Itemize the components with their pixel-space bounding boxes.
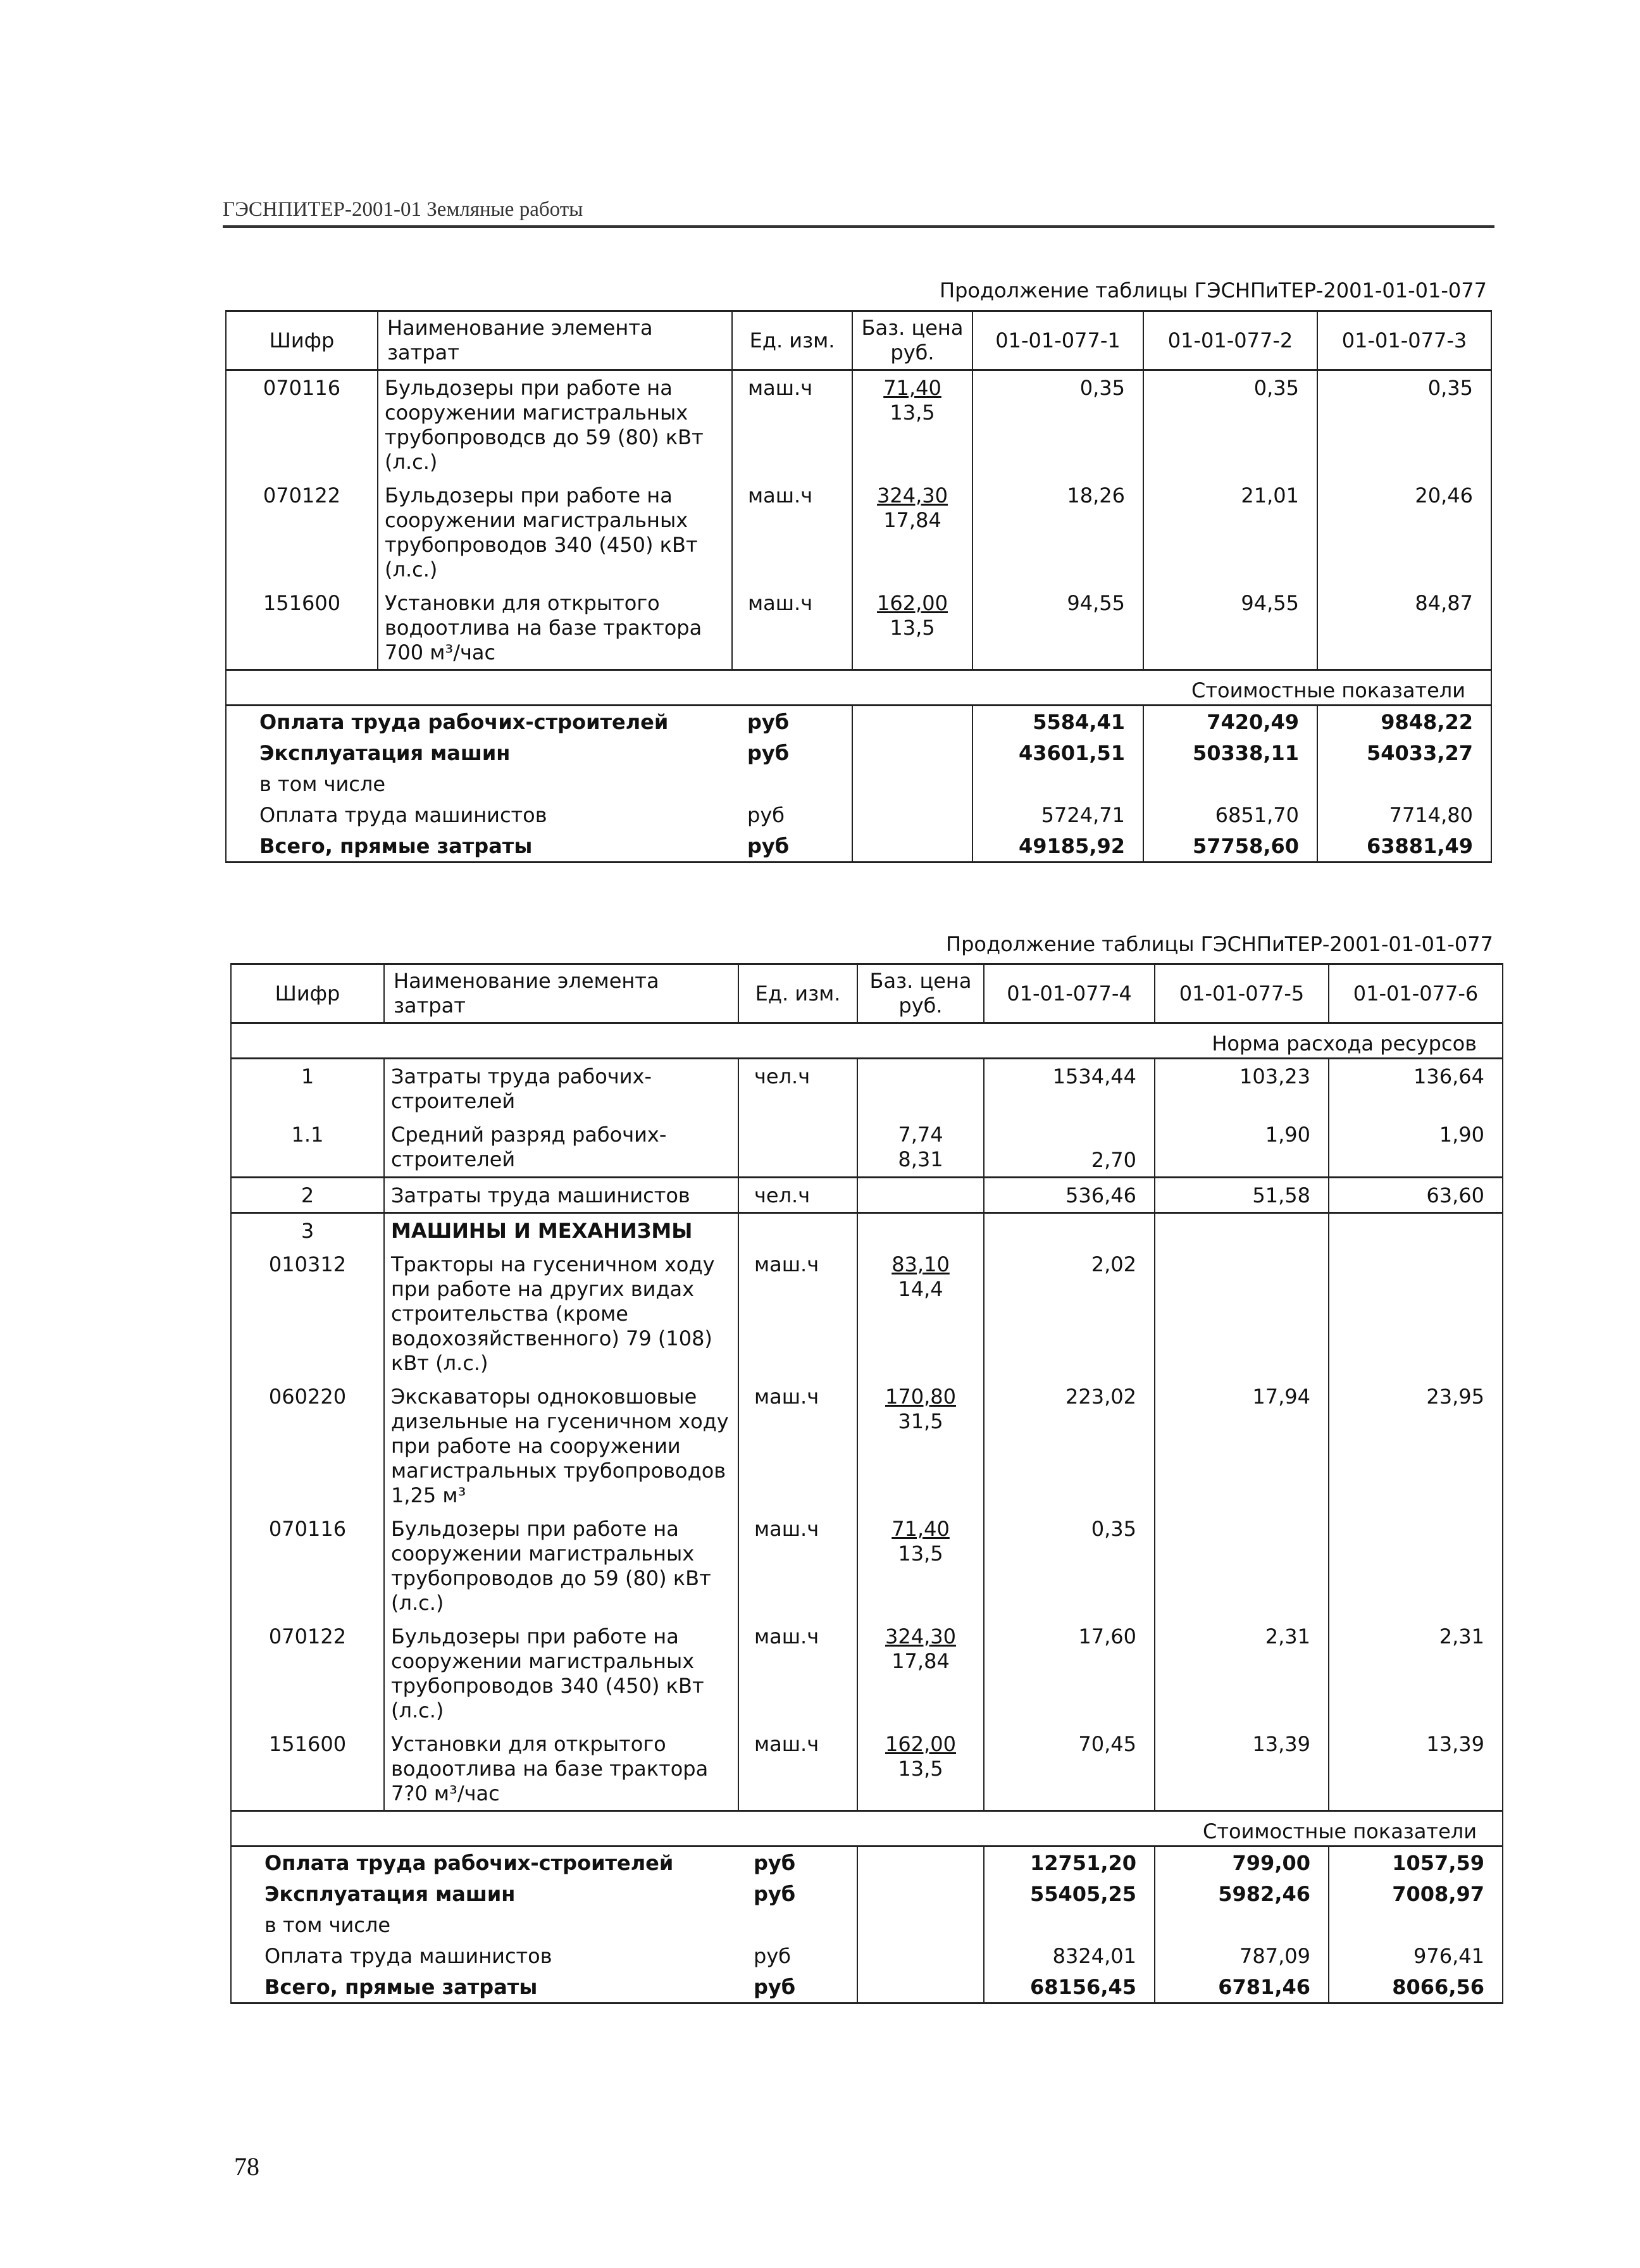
row-name: Установки для открытого водоотлива на базе трактора 700 м³/час bbox=[378, 586, 732, 670]
summary-label: Всего, прямые затраты bbox=[226, 830, 732, 863]
summary-row bbox=[231, 1971, 1503, 2003]
row-value-col3: 84,87 bbox=[1317, 586, 1491, 670]
row-price bbox=[857, 1727, 984, 1811]
summary-value-col1: 5724,71 bbox=[972, 799, 1143, 830]
row-price bbox=[857, 1247, 984, 1380]
summary-value-col2: 787,09 bbox=[1155, 1940, 1329, 1971]
summary-value-col2: 6781,46 bbox=[1155, 1971, 1329, 2003]
summary-price bbox=[852, 799, 972, 830]
section-title: Стоимостные показатели bbox=[231, 1811, 1503, 1847]
row-value-col1: 2,02 bbox=[984, 1247, 1155, 1380]
row-unit: маш.ч bbox=[732, 478, 852, 586]
row-price bbox=[852, 586, 972, 670]
table-row bbox=[231, 1380, 1503, 1512]
summary-value-col2: 799,00 bbox=[1155, 1847, 1329, 1879]
table-row bbox=[231, 1059, 1503, 1118]
row-name: Тракторы на гусеничном ходу при работе на других видах строительства (кроме водохозяйственного) 79 (108) кВт (л.с.) bbox=[384, 1247, 738, 1380]
summary-label: Эксплуатация машин bbox=[231, 1878, 738, 1909]
row-code: 1 bbox=[231, 1059, 384, 1118]
table2-header-row bbox=[231, 964, 1503, 1023]
row-name: Бульдозеры при работе на сооружении магистральных трубопроводов 340 (450) кВт (л.с.) bbox=[384, 1619, 738, 1727]
summary-label: Оплата труда рабочих-строителей bbox=[231, 1847, 738, 1879]
row-name: МАШИНЫ И МЕХАНИЗМЫ bbox=[384, 1213, 738, 1248]
row-code: 070116 bbox=[226, 370, 378, 479]
summary-unit: руб bbox=[738, 1940, 857, 1971]
summary-price bbox=[852, 830, 972, 863]
row-price bbox=[857, 1059, 984, 1118]
row-price-value: 7,74 bbox=[898, 1123, 943, 1147]
summary-row bbox=[231, 1847, 1503, 1879]
summary-value-col3: 9848,22 bbox=[1317, 706, 1491, 738]
summary-value-col3: 54033,27 bbox=[1317, 737, 1491, 768]
summary-row bbox=[226, 768, 1491, 799]
row-value-col1: 536,46 bbox=[984, 1178, 1155, 1213]
table-row bbox=[231, 1213, 1503, 1248]
row-price-secondary: 31,5 bbox=[898, 1409, 943, 1433]
row-value-col1: 17,60 bbox=[984, 1619, 1155, 1727]
summary-value-col3: 63881,49 bbox=[1317, 830, 1491, 863]
row-value-col2: 2,31 bbox=[1155, 1619, 1329, 1727]
row-unit bbox=[738, 1118, 857, 1178]
summary-value-col2: 50338,11 bbox=[1143, 737, 1317, 768]
row-unit: маш.ч bbox=[738, 1619, 857, 1727]
summary-value-col3: 8066,56 bbox=[1329, 1971, 1503, 2003]
row-price-secondary: 17,84 bbox=[883, 508, 941, 532]
row-price-secondary: 13,5 bbox=[890, 616, 935, 640]
row-unit: чел.ч bbox=[738, 1178, 857, 1213]
row-code: 1.1 bbox=[231, 1118, 384, 1178]
header-col2: 01-01-077-5 bbox=[1155, 964, 1329, 1023]
row-price bbox=[852, 370, 972, 479]
row-price-secondary: 13,5 bbox=[890, 401, 935, 425]
table-row bbox=[226, 478, 1491, 586]
row-value-col2 bbox=[1155, 1213, 1329, 1248]
summary-value-col1: 5584,41 bbox=[972, 706, 1143, 738]
summary-price bbox=[857, 1909, 984, 1940]
summary-unit bbox=[732, 768, 852, 799]
row-price bbox=[857, 1512, 984, 1619]
row-code: 3 bbox=[231, 1213, 384, 1248]
row-name: Экскаваторы одноковшовые дизельные на гусеничном ходу при работе на сооружении магистральных трубопроводов 1,25 м³ bbox=[384, 1380, 738, 1512]
row-value-col1: 0,35 bbox=[972, 370, 1143, 479]
section-title: Норма расхода ресурсов bbox=[231, 1023, 1503, 1059]
row-price-value: 83,10 bbox=[891, 1252, 950, 1276]
summary-price bbox=[857, 1847, 984, 1879]
row-price bbox=[857, 1178, 984, 1213]
row-value-col3: 13,39 bbox=[1329, 1727, 1503, 1811]
row-value-col2 bbox=[1155, 1247, 1329, 1380]
row-price-secondary: 17,84 bbox=[891, 1649, 950, 1673]
summary-row bbox=[226, 830, 1491, 863]
summary-value-col3: 7714,80 bbox=[1317, 799, 1491, 830]
row-price-value: 324,30 bbox=[877, 483, 948, 508]
row-price-value: 162,00 bbox=[885, 1732, 956, 1756]
row-name: Установки для открытого водоотлива на базе трактора 7?0 м³/час bbox=[384, 1727, 738, 1811]
table-row bbox=[231, 1178, 1503, 1213]
row-code: 070116 bbox=[231, 1512, 384, 1619]
row-value-col3: 136,64 bbox=[1329, 1059, 1503, 1118]
summary-label: Оплата труда машинистов bbox=[226, 799, 732, 830]
row-code: 070122 bbox=[231, 1619, 384, 1727]
row-value-col1: 2,70 bbox=[984, 1118, 1155, 1178]
page-number: 78 bbox=[234, 2152, 259, 2181]
summary-value-col1: 8324,01 bbox=[984, 1940, 1155, 1971]
summary-value-col2: 5982,46 bbox=[1155, 1878, 1329, 1909]
row-value-col2: 103,23 bbox=[1155, 1059, 1329, 1118]
table-row bbox=[231, 1619, 1503, 1727]
summary-price bbox=[857, 1971, 984, 2003]
row-price bbox=[852, 478, 972, 586]
row-name: Затраты труда рабочих-строителей bbox=[384, 1059, 738, 1118]
row-price bbox=[857, 1619, 984, 1727]
summary-unit: руб bbox=[738, 1971, 857, 2003]
summary-value-col1: 43601,51 bbox=[972, 737, 1143, 768]
row-value-col1: 0,35 bbox=[984, 1512, 1155, 1619]
summary-unit: руб bbox=[738, 1878, 857, 1909]
summary-value-col1: 49185,92 bbox=[972, 830, 1143, 863]
row-value-col1: 94,55 bbox=[972, 586, 1143, 670]
summary-row bbox=[231, 1878, 1503, 1909]
running-header-title: ГЭСНПИТЕР-2001-01 Земляные работы bbox=[223, 198, 583, 221]
summary-value-col1: 12751,20 bbox=[984, 1847, 1155, 1879]
summary-value-col2 bbox=[1155, 1909, 1329, 1940]
row-price bbox=[857, 1118, 984, 1178]
row-value-col3: 23,95 bbox=[1329, 1380, 1503, 1512]
header-name: Наименование элемента затрат bbox=[378, 311, 732, 370]
row-value-col1: 70,45 bbox=[984, 1727, 1155, 1811]
header-col2: 01-01-077-2 bbox=[1143, 311, 1317, 370]
header-price: Баз. цена руб. bbox=[852, 311, 972, 370]
row-name: Средний разряд рабочих-строителей bbox=[384, 1118, 738, 1178]
row-unit: чел.ч bbox=[738, 1059, 857, 1118]
header-unit: Ед. изм. bbox=[738, 964, 857, 1023]
summary-value-col1: 68156,45 bbox=[984, 1971, 1155, 2003]
row-value-col2: 0,35 bbox=[1143, 370, 1317, 479]
row-value-col1 bbox=[984, 1213, 1155, 1248]
header-name: Наименование элемента затрат bbox=[384, 964, 738, 1023]
table1-header-row bbox=[226, 311, 1491, 370]
table2-cost-section bbox=[231, 1811, 1503, 1847]
header-code: Шифр bbox=[231, 964, 384, 1023]
row-price-secondary: 14,4 bbox=[898, 1277, 943, 1301]
summary-value-col2: 7420,49 bbox=[1143, 706, 1317, 738]
row-code: 010312 bbox=[231, 1247, 384, 1380]
header-col1: 01-01-077-4 bbox=[984, 964, 1155, 1023]
row-value-col3: 2,31 bbox=[1329, 1619, 1503, 1727]
summary-value-col3 bbox=[1317, 768, 1491, 799]
row-unit: маш.ч bbox=[738, 1380, 857, 1512]
row-price-value: 324,30 bbox=[885, 1624, 956, 1648]
row-price-secondary: 13,5 bbox=[898, 1757, 943, 1781]
table-row bbox=[231, 1247, 1503, 1380]
summary-row bbox=[226, 737, 1491, 768]
row-value-col2: 21,01 bbox=[1143, 478, 1317, 586]
row-price-value: 71,40 bbox=[891, 1517, 950, 1541]
summary-price bbox=[852, 768, 972, 799]
table-row bbox=[226, 586, 1491, 670]
row-unit: маш.ч bbox=[738, 1512, 857, 1619]
row-name: Бульдозеры при работе на сооружении магистральных трубопроводов 340 (450) кВт (л.с.) bbox=[378, 478, 732, 586]
row-price-secondary: 8,31 bbox=[898, 1147, 943, 1171]
row-value-col2 bbox=[1155, 1512, 1329, 1619]
row-unit: маш.ч bbox=[738, 1727, 857, 1811]
row-value-col3: 1,90 bbox=[1329, 1118, 1503, 1178]
summary-label: в том числе bbox=[231, 1909, 738, 1940]
row-price bbox=[857, 1380, 984, 1512]
summary-value-col3: 976,41 bbox=[1329, 1940, 1503, 1971]
summary-value-col1 bbox=[972, 768, 1143, 799]
header-col3: 01-01-077-3 bbox=[1317, 311, 1491, 370]
row-value-col2: 13,39 bbox=[1155, 1727, 1329, 1811]
summary-value-col3 bbox=[1329, 1909, 1503, 1940]
row-unit: маш.ч bbox=[732, 586, 852, 670]
summary-value-col1 bbox=[984, 1909, 1155, 1940]
summary-label: Оплата труда машинистов bbox=[231, 1940, 738, 1971]
row-value-col3: 20,46 bbox=[1317, 478, 1491, 586]
row-code: 2 bbox=[231, 1178, 384, 1213]
summary-price bbox=[852, 706, 972, 738]
row-value-col3: 0,35 bbox=[1317, 370, 1491, 479]
summary-unit: руб bbox=[732, 706, 852, 738]
table1-cost-section bbox=[226, 670, 1491, 706]
summary-label: Оплата труда рабочих-строителей bbox=[226, 706, 732, 738]
summary-price bbox=[852, 737, 972, 768]
row-unit bbox=[738, 1213, 857, 1248]
table-row bbox=[226, 370, 1491, 479]
table2-caption: Продолжение таблицы ГЭСНПиТЕР-2001-01-01-077 bbox=[946, 932, 1493, 956]
row-price-secondary: 13,5 bbox=[898, 1542, 943, 1566]
summary-unit: руб bbox=[732, 737, 852, 768]
table2-norm-section bbox=[231, 1023, 1503, 1059]
header-unit: Ед. изм. bbox=[732, 311, 852, 370]
header-col1: 01-01-077-1 bbox=[972, 311, 1143, 370]
row-code: 151600 bbox=[231, 1727, 384, 1811]
summary-value-col2 bbox=[1143, 768, 1317, 799]
row-name: Бульдозеры при работе на сооружении магистральных трубопроводов до 59 (80) кВт (л.с.) bbox=[384, 1512, 738, 1619]
row-value-col1: 1534,44 bbox=[984, 1059, 1155, 1118]
row-unit: маш.ч bbox=[738, 1247, 857, 1380]
running-header bbox=[223, 194, 1494, 228]
summary-value-col3: 1057,59 bbox=[1329, 1847, 1503, 1879]
row-value-col1: 18,26 bbox=[972, 478, 1143, 586]
row-value-col2: 17,94 bbox=[1155, 1380, 1329, 1512]
table-row bbox=[231, 1512, 1503, 1619]
table1 bbox=[225, 310, 1492, 863]
row-code: 070122 bbox=[226, 478, 378, 586]
row-value-col2: 1,90 bbox=[1155, 1118, 1329, 1178]
summary-value-col3: 7008,97 bbox=[1329, 1878, 1503, 1909]
table-row bbox=[231, 1727, 1503, 1811]
row-price-value: 162,00 bbox=[877, 591, 948, 615]
row-value-col2: 94,55 bbox=[1143, 586, 1317, 670]
summary-unit: руб bbox=[732, 830, 852, 863]
row-code: 151600 bbox=[226, 586, 378, 670]
row-value-col3: 63,60 bbox=[1329, 1178, 1503, 1213]
row-price bbox=[857, 1213, 984, 1248]
summary-label: Эксплуатация машин bbox=[226, 737, 732, 768]
summary-unit bbox=[738, 1909, 857, 1940]
summary-label: Всего, прямые затраты bbox=[231, 1971, 738, 2003]
summary-unit: руб bbox=[732, 799, 852, 830]
row-value-col3 bbox=[1329, 1247, 1503, 1380]
header-code: Шифр bbox=[226, 311, 378, 370]
row-price-value: 71,40 bbox=[883, 376, 941, 400]
summary-row bbox=[231, 1940, 1503, 1971]
header-col3: 01-01-077-6 bbox=[1329, 964, 1503, 1023]
summary-value-col2: 6851,70 bbox=[1143, 799, 1317, 830]
summary-row bbox=[231, 1909, 1503, 1940]
row-price-value: 170,80 bbox=[885, 1385, 956, 1409]
row-value-col2: 51,58 bbox=[1155, 1178, 1329, 1213]
summary-price bbox=[857, 1878, 984, 1909]
header-price: Баз. цена руб. bbox=[857, 964, 984, 1023]
summary-value-col1: 55405,25 bbox=[984, 1878, 1155, 1909]
summary-row bbox=[226, 706, 1491, 738]
summary-unit: руб bbox=[738, 1847, 857, 1879]
row-unit: маш.ч bbox=[732, 370, 852, 479]
row-value-col3 bbox=[1329, 1512, 1503, 1619]
section-title: Стоимостные показатели bbox=[226, 670, 1491, 706]
table-row bbox=[231, 1118, 1503, 1178]
row-value-col3 bbox=[1329, 1213, 1503, 1248]
summary-price bbox=[857, 1940, 984, 1971]
row-value-col1: 223,02 bbox=[984, 1380, 1155, 1512]
summary-row bbox=[226, 799, 1491, 830]
table1-caption: Продолжение таблицы ГЭСНПиТЕР-2001-01-01-077 bbox=[940, 278, 1487, 302]
summary-label: в том числе bbox=[226, 768, 732, 799]
row-name: Затраты труда машинистов bbox=[384, 1178, 738, 1213]
row-name: Бульдозеры при работе на сооружении магистральных трубопроводсв до 59 (80) кВт (л.с.) bbox=[378, 370, 732, 479]
row-code: 060220 bbox=[231, 1380, 384, 1512]
summary-value-col2: 57758,60 bbox=[1143, 830, 1317, 863]
table2 bbox=[230, 963, 1503, 2004]
